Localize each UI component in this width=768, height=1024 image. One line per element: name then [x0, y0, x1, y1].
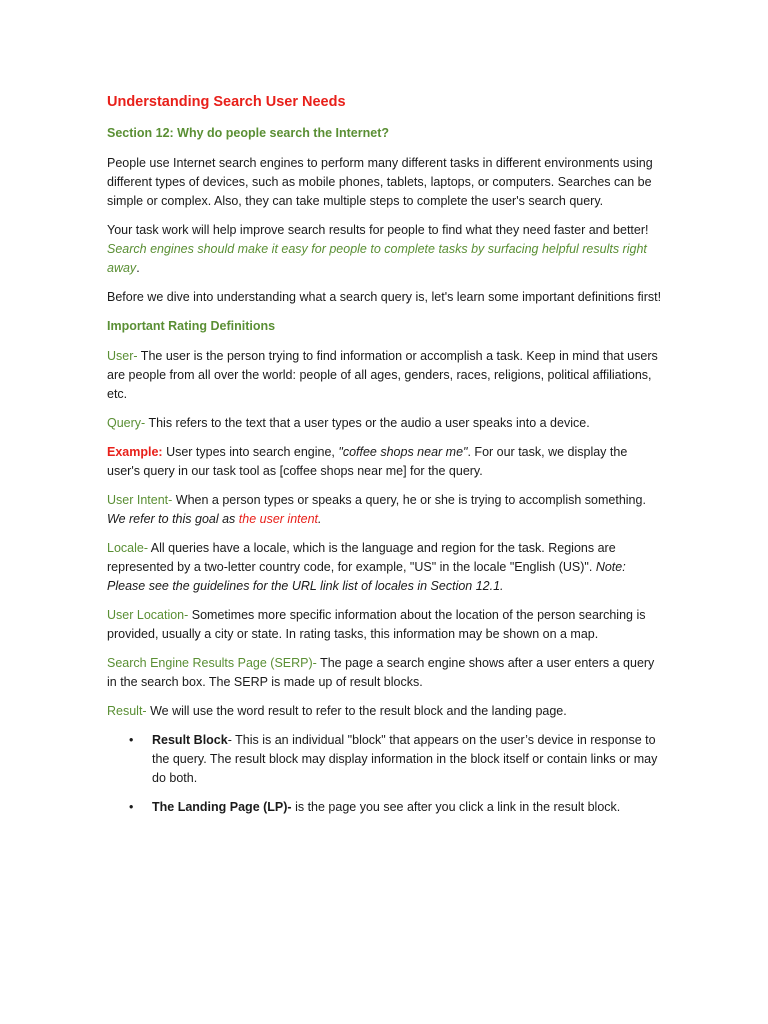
definition-user-intent-text: When a person types or speaks a query, he or she is trying to accomplish something. — [172, 493, 646, 507]
definition-result — [107, 702, 663, 721]
definition-user-intent — [107, 491, 663, 529]
example-paragraph — [107, 443, 663, 481]
term-user-intent: User Intent- — [107, 493, 173, 507]
user-intent-italic: We refer to this goal as — [107, 512, 239, 526]
list-item-landing-page — [107, 798, 663, 817]
definition-serp-text: The page a search engine shows after a user enters a query in the search box. The SERP is made up of result blocks. — [107, 656, 655, 689]
task-work-paragraph — [107, 221, 663, 278]
term-result-block: Result Block — [152, 733, 228, 747]
bullet-marker: • — [129, 800, 134, 814]
task-work-end: . — [136, 261, 140, 275]
definition-query — [107, 414, 663, 433]
task-work-emphasis: Search engines should make it easy for people to complete tasks by surfacing helpful results right away — [107, 242, 647, 275]
definition-user — [107, 347, 663, 404]
landing-page-text: is the page you see after you click a link in the result block. — [291, 800, 621, 814]
definition-locale-text: All queries have a locale, which is the language and region for the task. Regions are represented by a two-letter country code, for example, "US" in the locale "English (US)". — [107, 541, 616, 574]
term-result: Result- — [107, 704, 147, 718]
document-content — [107, 92, 663, 827]
definitions-heading: Important Rating Definitions — [107, 319, 276, 333]
term-serp: Search Engine Results Page (SERP)- — [107, 656, 317, 670]
definition-user-location — [107, 606, 663, 644]
bullet-marker: • — [129, 733, 134, 747]
result-bullet-list — [107, 731, 663, 817]
section-heading: Section 12: Why do people search the Internet? — [107, 126, 389, 140]
list-item-result-block — [107, 731, 663, 788]
definition-serp — [107, 654, 663, 692]
definition-query-text: This refers to the text that a user types or the audio a user speaks into a device. — [145, 416, 590, 430]
definition-user-text: The user is the person trying to find information or accomplish a task. Keep in mind that users are people from all over the world: people of all ages, genders, races, religions, political affiliations, etc. — [107, 349, 658, 401]
term-query: Query- — [107, 416, 146, 430]
term-user: User- — [107, 349, 138, 363]
user-intent-red: the user intent — [238, 512, 318, 526]
task-work-text: Your task work will help improve search results for people to find what they need faster and better! — [107, 223, 649, 237]
term-user-location: User Location- — [107, 608, 189, 622]
example-text-b: . For our task, we display the user's query in our task tool as [coffee shops near me] for the query. — [107, 445, 628, 478]
result-block-text: - This is an individual "block" that appears on the user’s device in response to the query. The result block may display information in the block itself or contain links or may do both. — [152, 733, 658, 785]
term-landing-page: The Landing Page (LP)- — [152, 800, 292, 814]
before-dive-paragraph: Before we dive into understanding what a search query is, let's learn some important definitions first! — [107, 290, 662, 304]
locale-note: Note: Please see the guidelines for the URL link list of locales in Section 12.1. — [107, 560, 626, 593]
intro-paragraph: People use Internet search engines to perform many different tasks in different environments using different types of devices, such as mobile phones, tablets, laptops, or computers. Searches can be simple or complex. Also, they can take multiple steps to complete the user's search query. — [107, 156, 653, 208]
definition-result-text: We will use the word result to refer to the result block and the landing page. — [146, 704, 567, 718]
example-quote: "coffee shops near me" — [338, 445, 468, 459]
definition-locale — [107, 539, 663, 596]
example-text-a: User types into search engine, — [162, 445, 339, 459]
term-locale: Locale- — [107, 541, 148, 555]
definition-user-location-text: Sometimes more specific information about the location of the person searching is provided, usually a city or state. In rating tasks, this information may be shown on a map. — [107, 608, 646, 641]
user-intent-end: . — [318, 512, 322, 526]
term-example: Example: — [107, 445, 163, 459]
page-title: Understanding Search User Needs — [107, 94, 346, 110]
